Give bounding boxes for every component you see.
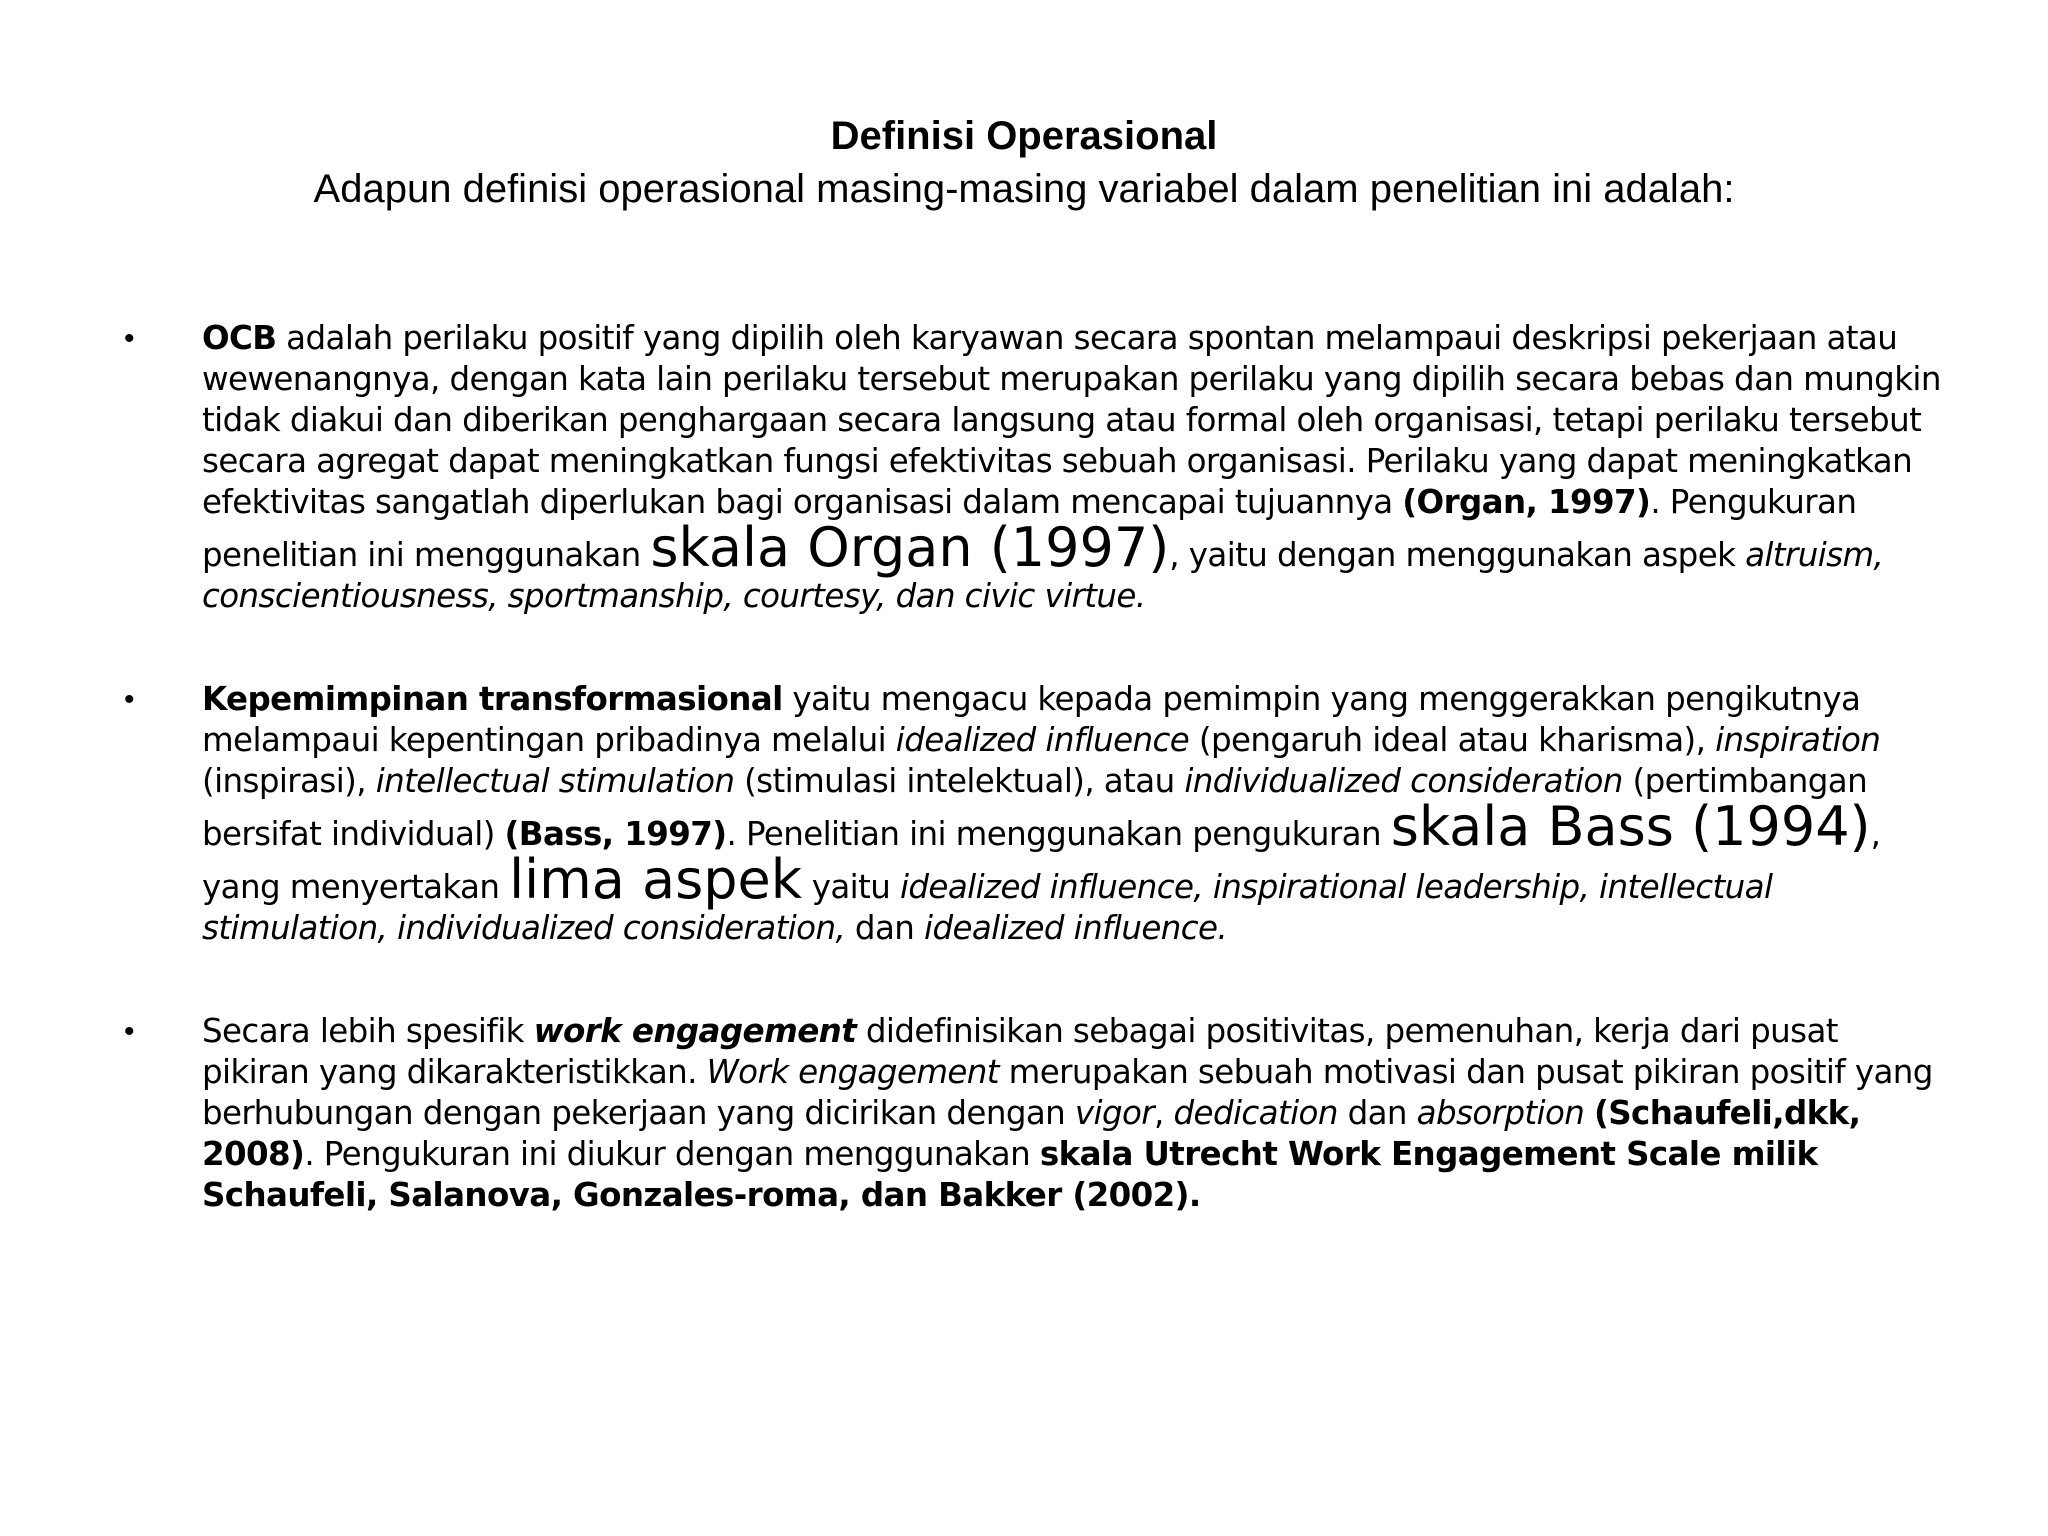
bullet-item-work-engagement bbox=[124, 1011, 1942, 1216]
bullet-item-kepemimpinan bbox=[124, 679, 1942, 949]
text-segment: Secara lebih spesifik bbox=[202, 1012, 534, 1050]
text-segment bbox=[1584, 1094, 1594, 1132]
text-segment: , yang menyertakan bbox=[202, 815, 1881, 906]
italic-term: absorption bbox=[1416, 1094, 1585, 1132]
italic-term: Work engagement bbox=[706, 1053, 999, 1091]
text-segment: (pertimbangan bersifat individual) bbox=[202, 762, 1868, 853]
citation: (Bass, 1997) bbox=[504, 815, 727, 853]
text-segment: yaitu mengacu kepada pemimpin yang menggerakkan pengikutnya melampaui kepentingan pribadinya melalui bbox=[202, 680, 1861, 759]
slide-title: Definisi Operasional bbox=[830, 114, 1218, 158]
bullet-item-ocb bbox=[124, 318, 1942, 617]
text-segment: , yaitu dengan menggunakan aspek bbox=[1169, 536, 1746, 574]
italic-term: individualized consideration bbox=[1184, 762, 1623, 800]
aspects-list: idealized influence. bbox=[924, 909, 1228, 947]
italic-term: idealized influence bbox=[895, 721, 1190, 759]
term-kepemimpinan: Kepemimpinan transformasional bbox=[202, 680, 783, 718]
emphasis-large: lima aspek bbox=[509, 848, 802, 911]
text-segment: didefinisikan sebagai positivitas, pemenuhan, kerja dari pusat pikiran yang dikarakteristikkan. bbox=[202, 1012, 1838, 1091]
text-segment: dan bbox=[1337, 1094, 1417, 1132]
text-segment: dan bbox=[845, 909, 925, 947]
italic-term: dedication bbox=[1173, 1094, 1338, 1132]
emphasis-large: skala Bass (1994) bbox=[1390, 795, 1871, 858]
text-segment: (inspirasi), bbox=[202, 762, 376, 800]
text-segment: (stimulasi intelektual), atau bbox=[734, 762, 1185, 800]
text-segment: . Pengukuran ini diukur dengan menggunakan bbox=[304, 1135, 1040, 1173]
text-segment: merupakan sebuah motivasi dan pusat pikiran positif yang berhubungan dengan pekerjaan yang dicirikan dengan bbox=[202, 1053, 1933, 1132]
term-ocb: OCB bbox=[202, 319, 277, 357]
bullet-marker: • bbox=[124, 1015, 134, 1048]
bullet-list bbox=[124, 318, 1942, 1278]
bullet-marker: • bbox=[124, 322, 134, 355]
italic-term: inspiration bbox=[1715, 721, 1881, 759]
text-segment: . Penelitian ini menggunakan pengukuran bbox=[726, 815, 1391, 853]
italic-term: vigor bbox=[1074, 1094, 1155, 1132]
citation: (Organ, 1997) bbox=[1402, 483, 1651, 521]
text-segment: , bbox=[1154, 1094, 1174, 1132]
citation: (Schaufeli,dkk, 2008) bbox=[202, 1094, 1861, 1173]
italic-term: intellectual stimulation bbox=[375, 762, 735, 800]
text-segment: . Pengukuran penelitian ini menggunakan bbox=[202, 483, 1857, 574]
text-segment: yaitu bbox=[801, 868, 900, 906]
scale-reference: skala Utrecht Work Engagement Scale milik Schaufeli, Salanova, Gonzales-roma, dan Bakker (2002). bbox=[202, 1135, 1818, 1214]
term-work-engagement: work engagement bbox=[533, 1012, 857, 1050]
slide-subtitle: Adapun definisi operasional masing-masing variabel dalam penelitian ini adalah: bbox=[313, 167, 1735, 211]
text-segment: adalah perilaku positif yang dipilih oleh karyawan secara spontan melampaui deskripsi pekerjaan atau wewenangnya, dengan kata lain perilaku tersebut merupakan perilaku yang dipilih secara bebas dan mungkin tidak diakui dan diberikan penghargaan secara langsung atau formal oleh organisasi, tetapi perilaku tersebut secara agregat dapat meningkatkan fungsi efektivitas sebuah organisasi. Perilaku yang dapat meningkatkan efektivitas sangatlah diperlukan bagi organisasi dalam mencapai tujuannya bbox=[202, 319, 1941, 521]
emphasis-large: skala Organ (1997) bbox=[650, 516, 1170, 579]
bullet-marker: • bbox=[124, 683, 134, 716]
aspects-list: altruism, conscientiousness, sportmanship, courtesy, dan civic virtue. bbox=[202, 536, 1884, 615]
aspects-list: idealized influence, inspirational leadership, intellectual stimulation, individualized consideration, bbox=[202, 868, 1773, 947]
text-segment: (pengaruh ideal atau kharisma), bbox=[1189, 721, 1716, 759]
